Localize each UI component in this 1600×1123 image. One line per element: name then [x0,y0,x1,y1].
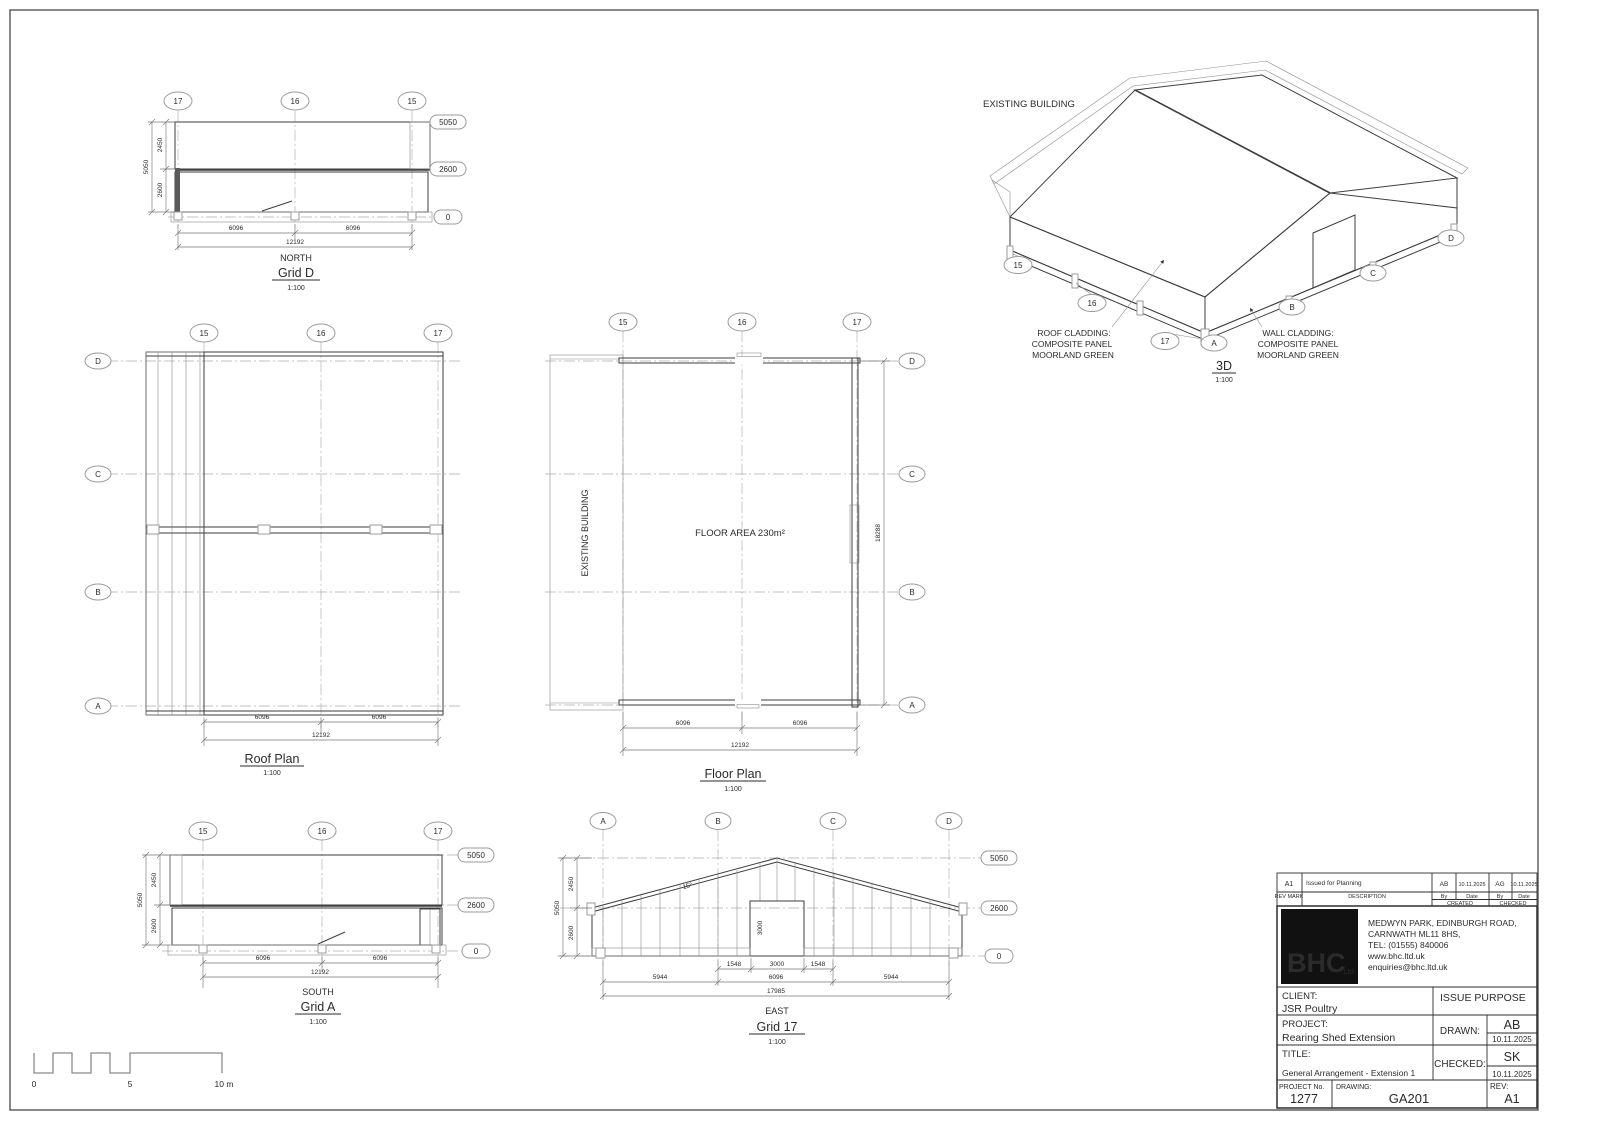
drawn-label: DRAWN: [1439,1026,1481,1037]
grid-bubble: 15 [407,97,417,106]
dim-label: 5050 [143,159,150,175]
drawn-by: AB [1503,1018,1521,1032]
drawing-number: GA201 [1388,1091,1430,1106]
scale-bar-label: 10 m [214,1079,234,1089]
rev-header-date2: Date [1518,894,1530,900]
grid-bubble: D [95,357,101,366]
rev-header-mark: REV MARK [1274,894,1304,900]
level-label: 0 [445,213,451,222]
project-value: Rearing Shed Extension [1282,1032,1396,1044]
rev-header-by2: By [1496,894,1504,900]
roof-pitch-label: 15° [681,881,694,892]
dim-label: 18288 [875,523,882,543]
door-height-dim: 3000 [757,920,764,936]
rev-label: REV: [1490,1082,1509,1091]
floor-area-label: FLOOR AREA 230m² [695,528,785,539]
dim-label: 2600 [157,182,164,198]
grid-bubble: 15 [1013,261,1023,270]
view-scale: 1:100 [724,786,742,793]
grid-bubble: 17 [1160,337,1170,346]
roof-cladding-note: COMPOSITE PANEL [1031,339,1113,349]
view-direction: NORTH [280,253,312,263]
existing-building-label: EXISTING BUILDING [983,99,1075,110]
grid-bubble: B [1289,303,1295,312]
rev-created-date: 10.11.2025 [1458,882,1486,888]
dim-label: 5944 [883,974,899,981]
view-title: Grid D [277,266,315,280]
view-scale: 1:100 [287,285,305,292]
title-label: TITLE: [1282,1049,1311,1060]
grid-bubble: B [715,817,721,826]
rev-header-created: CREATED [1447,901,1473,907]
rev-checked-date: 10.11.2025 [1510,882,1538,888]
bhc-logo-text: BHC [1287,948,1346,978]
grid-bubble: A [909,701,915,710]
roof-cladding-note: ROOF CLADDING: [1037,328,1111,338]
dim-label: 6096 [345,225,361,232]
grid-bubble: 16 [290,97,300,106]
level-label: 0 [473,947,479,956]
company-address: enquiries@bhc.ltd.uk [1368,962,1448,972]
wall-cladding-note: COMPOSITE PANEL [1257,339,1339,349]
project-no-label: PROJECT No. [1279,1084,1325,1091]
view-direction: EAST [765,1006,789,1016]
dim-label: 6096 [768,974,784,981]
dim-label: 6096 [675,720,691,727]
dim-label: 6096 [792,720,808,727]
rev-header-description: DESCRIPTION [1348,894,1386,900]
grid-bubble: D [946,817,952,826]
dim-label: 12192 [310,969,330,976]
bhc-logo-suffix: Ltd [1344,969,1354,976]
rev-created-by: AB [1439,881,1449,888]
drawn-date: 10.11.2025 [1492,1035,1532,1044]
grid-bubble: 15 [618,318,628,327]
view-direction: SOUTH [302,987,334,997]
dim-label: 6096 [371,714,387,721]
level-label: 5050 [467,851,485,860]
view-scale: 1:100 [768,1039,786,1046]
view-title: Grid 17 [756,1020,798,1034]
grid-bubble: D [1448,234,1454,243]
dim-label: 1548 [726,961,742,968]
grid-bubble: C [830,817,836,826]
grid-bubble: A [600,817,606,826]
view-scale: 1:100 [1215,377,1233,384]
grid-bubble: 16 [737,318,747,327]
project-label: PROJECT: [1282,1019,1328,1030]
dim-label: 12192 [311,732,331,739]
rev-header-date: Date [1466,894,1478,900]
grid-bubble: 17 [433,329,443,338]
view-title: Roof Plan [244,752,300,766]
drawing-label: DRAWING: [1336,1084,1372,1091]
grid-bubble: 16 [1087,299,1097,308]
dim-label: 5050 [554,900,561,916]
grid-bubble: C [909,470,915,479]
view-scale: 1:100 [263,770,281,777]
dim-label: 6096 [255,955,271,962]
grid-bubble: C [1370,269,1376,278]
company-address: TEL: (01555) 840006 [1368,940,1449,950]
company-address: CARNWATH ML11 8HS, [1368,929,1461,939]
grid-bubble: 17 [852,318,862,327]
existing-building-label: EXISTING BUILDING [580,489,590,577]
client-value: JSR Poultry [1282,1003,1338,1015]
checked-by: SK [1503,1050,1521,1064]
dim-label: 1548 [810,961,826,968]
grid-bubble: 17 [433,827,443,836]
rev-value: A1 [1504,1092,1520,1106]
grid-bubble: 15 [198,827,208,836]
rev-header-checked: CHECKED [1499,901,1527,907]
rev-description: Issued for Planning [1306,880,1362,887]
roof-cladding-note: MOORLAND GREEN [1032,350,1114,360]
grid-bubble: 17 [173,97,183,106]
dim-label: 2600 [568,925,575,941]
level-label: 2600 [990,904,1008,913]
dim-label: 6096 [254,714,270,721]
dim-label: 12192 [730,742,750,749]
dim-label: 5050 [137,892,144,908]
dim-label: 6096 [372,955,388,962]
grid-bubble: 16 [316,329,326,338]
view-scale: 1:100 [309,1019,327,1026]
grid-bubble: B [95,588,101,597]
grid-bubble: C [95,470,101,479]
dim-label: 2450 [568,876,575,892]
grid-bubble: A [95,702,101,711]
grid-bubble: B [909,588,915,597]
grid-bubble: D [909,357,915,366]
scale-bar-label: 0 [31,1079,37,1089]
level-label: 5050 [439,118,457,127]
dim-label: 2450 [157,137,164,153]
grid-bubble: A [1211,339,1217,348]
company-address: MEDWYN PARK, EDINBURGH ROAD, [1368,918,1517,928]
wall-cladding-note: MOORLAND GREEN [1257,350,1339,360]
scale-bar-label: 5 [127,1079,133,1089]
view-title: Grid A [300,1000,336,1014]
rev-checked-by: AG [1495,881,1505,888]
rev-header-by: By [1440,894,1448,900]
level-label: 2600 [467,901,485,910]
grid-bubble: 15 [199,329,209,338]
dim-label: 5944 [652,974,668,981]
view-title: 3D [1216,359,1232,373]
view-title: Floor Plan [704,767,762,781]
client-label: CLIENT: [1282,991,1318,1002]
checked-label: CHECKED: [1434,1059,1486,1070]
project-no-value: 1277 [1290,1092,1318,1106]
grid-bubble: 16 [317,827,327,836]
title-value: General Arrangement - Extension 1 [1282,1068,1416,1078]
dim-label: 12192 [285,239,305,246]
rev-mark: A1 [1284,881,1294,888]
dim-label: 2600 [151,918,158,934]
level-label: 5050 [990,854,1008,863]
checked-date: 10.11.2025 [1492,1070,1532,1079]
dim-label: 17985 [766,988,786,995]
dim-label: 3000 [769,961,785,968]
dim-label: 6096 [228,225,244,232]
company-address: www.bhc.ltd.uk [1368,951,1425,961]
dim-label: 2450 [151,872,158,888]
level-label: 2600 [439,165,457,174]
issue-purpose-label: ISSUE PURPOSE [1440,992,1526,1004]
level-label: 0 [996,952,1002,961]
wall-cladding-note: WALL CLADDING: [1262,328,1334,338]
